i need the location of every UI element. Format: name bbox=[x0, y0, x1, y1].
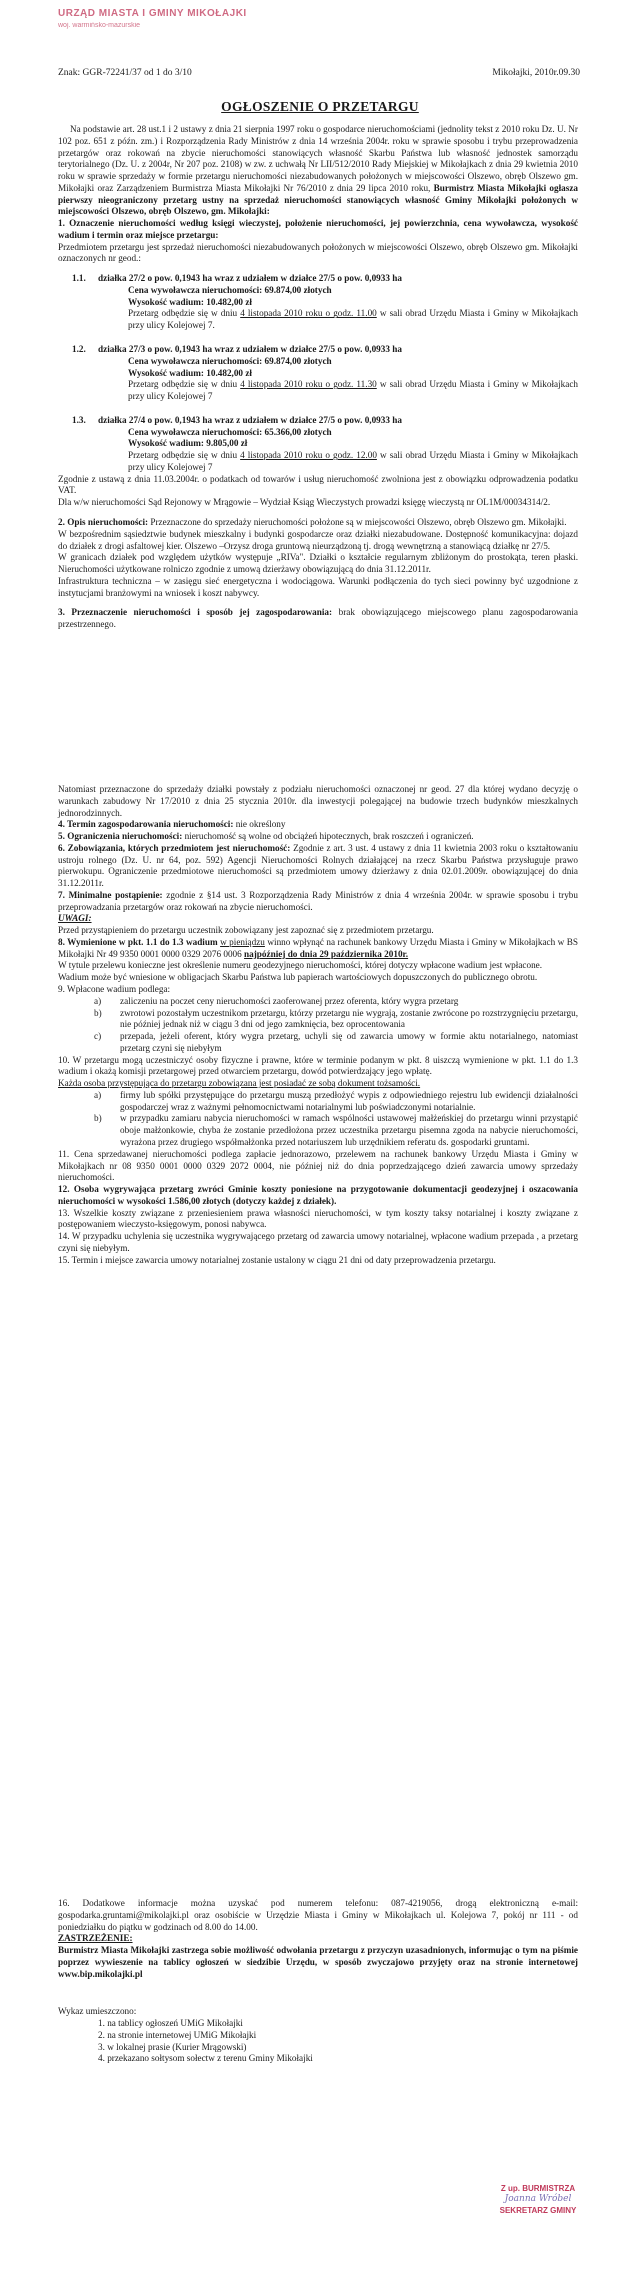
section-8: 8. Wymienione w pkt. 1.1 do 1.3 wadium w pieniądzu winno wpłynąć na rachunek bankowy Urzędu Miasta i Gminy w Mikołajkach w BS Mikołajki Nr 49 9350 0001 0000 0329 2076 0006 najpóźniej do dnia 29 października 2010r. bbox=[58, 936, 579, 959]
signature-stamp: Z up. BURMISTRZA Joanna Wróbel SEKRETARZ GMINY bbox=[478, 2184, 598, 2216]
intro-paragraph: Na podstawie art. 28 ust.1 i 2 ustawy z dnia 21 sierpnia 1997 roku o gospodarce nieruchomościami (jednolity tekst z 2010 roku Dz. U. Nr 102 poz. 651 z późn. zm.) i Rozporządzenia Rady Ministrów z dnia 14 września 2004r. roku w sprawie sposobu i trybu przeprowadzenia przetargów oraz rokowań na zbycie nieruchomości stanowiących własność Skarbu Państwa lub własność jednostek samorządu terytorialnego (Dz. U. z 2004r, Nr 207 poz. 2108) w zw. z uchwałą Nr LII/512/2010 Rady Miejskiej w Mikołajkach z dnia 29 kwietnia 2010 roku w sprawie sprzedaży w formie przetargu nieruchomości niezabudowanych położonych w miejscowości Olszewo, obręb Olszewo gm. Mikołajki oraz Zarządzeniem Burmistrza Miasta Mikołajki Nr 76/2010 z dnia 29 lipca 2010 roku, Burmistrz Miasta Mikołajki ogłasza pierwszy nieograniczony przetarg ustny na sprzedaż nieruchomości stanowiących własność Gminy Mikołajki położonych w miejscowości Olszewo, obręb Olszewo, gm. Mikołajki: bbox=[58, 124, 578, 217]
section-9: 9. Wpłacone wadium podlega: bbox=[58, 984, 171, 995]
section-2: 2. Opis nieruchomości: Przeznaczone do sprzedaży nieruchomości położone są w miejscowości Olszewo, obręb Olszewo gm. Mikołajki. bbox=[58, 516, 567, 527]
signature: Joanna Wróbel bbox=[504, 2194, 572, 2205]
plot-item: 1.3. działka 27/4 o pow. 0,1943 ha wraz z udziałem w działce 27/5 o pow. 0,0933 ha Cena wywoławcza nieruchomości: 65.366,00 złotych Wysokość wadium: 9.805,00 zł Przetarg odbędzie się w dniu 4 listopada 2010 roku o godz. 12.00 w sali obrad Urzędu Miasta i Gminy w Mikołajkach przy ulicy Kolejowej 7 bbox=[72, 414, 579, 472]
list-item: c) przepada, jeżeli oferent, który wygra przetarg, uchyli się od zawarcia umowy w formie aktu notarialnego, natomiast przetarg czyni się niebyłym bbox=[94, 1031, 578, 1053]
list-item: b) w przypadku zamiaru nabycia nieruchomości w ramach wspólności ustawowej małżeńskiej do przetargu winni przystąpić oboje małżonkowie, chyba że zostanie przedłożona przez uczestnika przetargu pisemna zgoda na nabycie nieruchomości, wyrażona przez drugiego współmałżonka przed notariuszem lub urzędnikiem referatu ds. gospodarki gruntami. bbox=[94, 1113, 578, 1147]
plot-item: 1.2. działka 27/3 o pow. 0,1943 ha wraz z udziałem w działce 27/5 o pow. 0,0933 ha Cena wywoławcza nieruchomości: 69.874,00 złotych Wysokość wadium: 10.482,00 zł Przetarg odbędzie się w dniu 4 listopada 2010 roku o godz. 11.30 w sali obrad Urzędu Miasta i Gminy w Mikołajkach przy ulicy Kolejowej 7 bbox=[72, 344, 579, 402]
section-11: 11. Cena sprzedawanej nieruchomości podlega zapłacie jednorazowo, przelewem na rachunek bankowy Urzędu Miasta i Gminy w Mikołajkach nr 08 9350 0001 0000 0329 2072 0004, nie później niż do dnia poprzedzającego dzień zawarcia umowy sprzedaży nieruchomości. bbox=[58, 1148, 578, 1183]
section-16: 16. Dodatkowe informacje można uzyskać pod numerem telefonu: 087-4219056, drogą elektroniczną e-mail: gospodarka.gruntami@mikolajki.pl oraz osobiście w Urzędzie Miasta i Gminy w Mikołajkach ul. Kolejowa 7, pokój nr 111 - od poniedziałku do piątku w godzinach od 8.00 do 14.00. bbox=[58, 1898, 578, 1932]
page-3-body bbox=[58, 1898, 578, 2065]
document-title: OGŁOSZENIE O PRZETARGU bbox=[221, 99, 419, 114]
place-date: Mikołajki, 2010r.09.30 bbox=[492, 68, 580, 78]
section-10: 10. W przetargu mogą uczestniczyć osoby fizyczne i prawne, które w terminie podanym w pkt. 8 uiszczą wymienione w pkt. 1.1 do 1.3 wadium i okażą komisji przetargowej przed otwarciem przetargu, dowód potwierdzający jego wpłatę. bbox=[58, 1054, 578, 1077]
posting-heading: Wykaz umieszczono: bbox=[58, 2006, 137, 2017]
section-4: 4. Termin zagospodarowania nieruchomości: nie określony bbox=[58, 819, 286, 830]
section-6: 6. Zobowiązania, których przedmiotem jest nieruchomość: Zgodnie z art. 3 ust. 4 ustawy z dnia 11 kwietnia 2003 roku o kształtowaniu ustroju rolnego (Dz. U. nr 64, poz. 592) Agencji Nieruchomości Rolnych działającej na rzecz Skarbu Państwa przysługuje prawo pierwokupu. Ograniczenie przedmiotowe nieruchomości są przedmiotem umowy dzierżawy z dnia 02.01.2009r. obowiązującej do dnia 31.12.2011r. bbox=[58, 842, 579, 889]
page-1-body: Na podstawie art. 28 ust.1 i 2 ustawy z dnia 21 sierpnia 1997 roku o gospodarce nieruchomościami (jednolity tekst z 2010 roku Dz. U. Nr 102 poz. 651 z późn. zm.) i Rozporządzenia Rady Ministrów z dnia 14 września 2004r. roku w sprawie sposobu i trybu przeprowadzenia przetargów oraz rokowań na zbycie nieruchomości stanowiących własność Skarbu Państwa lub własność jednostek samorządu terytorialnego (Dz. U. z 2004r, Nr 207 poz. 2108) w zw. z uchwałą Nr LII/512/2010 Rady Miejskiej w Mikołajkach z dnia 29 kwietnia 2010 roku w sprawie sprzedaży w formie przetargu nieruchomości niezabudowanych położonych w miejscowości Olszewo, obręb Olszewo gm. Mikołajki oraz Zarządzeniem Burmistrza Miasta Mikołajki Nr 76/2010 z dnia 29 lipca 2010 roku, Burmistrz Miasta Mikołajki ogłasza pierwszy nieograniczony przetarg ustny na sprzedaż nieruchomości stanowiących własność Gminy Mikołajki położonych w miejscowości Olszewo, obręb Olszewo, gm. Mikołajki: 1. Oznaczenie nieruchomości według księgi wieczystej, położenie nieruchomości, jej powierzchnia, cena wywoławcza, wysokość wadium i termin oraz miejsce przetargu: Przedmiotem przetargu jest sprzedaż nieruchomości niezabudowanych położonych w miejscowości Olszewo, obręb Olszewo gm. Mikołajki oznaczonych nr geod.: 1.1. działka 27/2 o pow. 0,1943 ha wraz z udziałem w działce 27/5 o pow. 0,0933 ha Cena wywoławcza nieruchomości: 69.874,00 złotych Wysokość wadium: 10.482,00 zł Przetarg odbędzie się w dniu 4 listopada 2010 roku o godz. 11.00 w sali obrad Urzędu Miasta i Gminy w Mikołajkach przy ulicy Kolejowej 7. 1.2. działka 27/3 o pow. 0,1943 ha wraz z udziałem w działce 27/5 o pow. 0,0933 ha Cena wywoławcza nieruchomości: 69.874,00 złotych Wysokość wadium: 10.482,00 zł Przetarg odbędzie się w dniu 4 listopada 2010 roku o godz. 11.30 w sali obrad Urzędu Miasta i Gminy w Mikołajkach przy ulicy Kolejowej 7 1.3. działka 27/4 o pow. 0,1943 ha wraz z udziałem w działce 27/5 o pow. 0,0933 ha Cena wywoławcza nieruchomości: 65.366,00 złotych Wysokość wadium: 9.805,00 zł Przetarg odbędzie się w dniu 4 listopada 2010 roku o godz. 12.00 w sali obrad Urzędu Miasta i Gminy w Mikołajkach przy ulicy Kolejowej 7 Zgodnie z ustawą z dnia 11.03.2004r. o podatkach od towarów i usług nieruchomość zwolniona jest z obowiązku odprowadzenia podatku VAT. Dla w/w nieruchomości Sąd Rejonowy w Mrągowie – Wydział Ksiąg Wieczystych prowadzi księgę wieczystą nr OL1M/00034314/2. 2. Opis nieruchomości: Przeznaczone do sprzedaży nieruchomości położone są w miejscowości Olszewo, obręb Olszewo gm. Mikołajki. W bezpośrednim sąsiedztwie budynek mieszkalny i budynki gospodarcze oraz działki niezabudowane. Dostępność komunikacyjna: dojazd do działek z drogi asfaltowej kier. Olszewo –Orzysz droga gruntową nieurządzoną tj. drogą wewnętrzną a stanowiącą działkę nr 27/5. W granicach działek pod względem użytków występuje „RIVa". Działki o kształcie regularnym zbliżonym do prostokąta, teren płaski. Nieruchomości użytkowane rolniczo zgodnie z umową dzierżawy obowiązującą do dnia 31.12.2011r. Infrastruktura techniczna – w zasięgu sieć energetyczna i wodociągowa. Warunki podłączenia do tych sieci powinny być uzgodnione z instytucjami branżowymi na wniosek i koszt nabywcy. 3. Przeznaczenie nieruchomości i sposób jej zagospodarowania: brak obowiązującego miejscowego planu zagospodarowania przestrzennego. bbox=[58, 124, 579, 630]
section-1-heading: 1. Oznaczenie nieruchomości według księgi wieczystej, położenie nieruchomości, jej powierzchnia, cena wywoławcza, wysokość wadium i termin oraz miejsce przetargu: bbox=[58, 218, 578, 240]
decision-paragraph: Natomiast przeznaczone do sprzedaży działki powstały z podziału nieruchomości oznaczonej nr geod. 27 dla której wydano decyzję o warunkach zabudowy Nr 17/2010 z dnia 25 stycznia 2010r. dla inwestycji polegającej na budowie trzech budynków mieszkalnych jednorodzinnych. bbox=[58, 784, 578, 818]
section-14: 14. W przypadku uchylenia się uczestnika wygrywającego przetarg od zawarcia umowy notarialnej, wpłacone wadium przepada , a przetarg czyni się niebyłym. bbox=[58, 1231, 578, 1253]
section-5: 5. Ograniczenia nieruchomości: nieruchomość są wolne od obciążeń hipotecznych, brak roszczeń i ograniczeń. bbox=[58, 831, 474, 842]
section-12: 12. Osoba wygrywająca przetarg zwróci Gminie koszty poniesione na przygotowanie dokumentacji geodezyjnej i oszacowania nieruchomości w wysokości 1.586,00 złotych (dotyczy każdej z działek). bbox=[58, 1184, 578, 1206]
list-item: a) zaliczeniu na poczet ceny nieruchomości zaoferowanej przez oferenta, który wygra przetarg bbox=[94, 995, 459, 1006]
office-stamp: URZĄD MIASTA I GMINY MIKOŁAJKI woj. warmińsko-mazurskie bbox=[58, 8, 247, 29]
section-1-text: Przedmiotem przetargu jest sprzedaż nieruchomości niezabudowanych położonych w miejscowości Olszewo, obręb Olszewo gm. Mikołajki oznaczonych nr geod.: bbox=[58, 241, 578, 264]
section-7: 7. Minimalne postąpienie: zgodnie z §14 ust. 3 Rozporządzenia Rady Ministrów z dnia 4 września 2004r. w sprawie sposobu i trybu przeprowadzania przetargów oraz rokowań na zbycie nieruchomości. bbox=[58, 889, 578, 912]
section-3: 3. Przeznaczenie nieruchomości i sposób jej zagospodarowania: brak obowiązującego miejscowego planu zagospodarowania przestrzennego. bbox=[58, 607, 578, 630]
posting-item: 2. na stronie internetowej UMiG Mikołajki bbox=[98, 2029, 257, 2040]
posting-item: 4. przekazano sołtysom sołectw z terenu Gminy Mikołajki bbox=[98, 2053, 313, 2064]
page-2-body: Natomiast przeznaczone do sprzedaży działki powstały z podziału nieruchomości oznaczonej nr geod. 27 dla której wydano decyzję o warunkach zabudowy Nr 17/2010 z dnia 25 stycznia 2010r. dla inwestycji polegającej na budowie trzech budynków mieszkalnych jednorodzinnych. 4. Termin zagospodarowania nieruchomości: nie określony 5. Ograniczenia nieruchomości: nieruchomość są wolne od obciążeń hipotecznych, brak roszczeń i ograniczeń. 6. Zobowiązania, których przedmiotem jest nieruchomość: Zgodnie z art. 3 ust. 4 ustawy z dnia 11 kwietnia 2003 roku o kształtowaniu ustroju rolnego (Dz. U. nr 64, poz. 592) Agencji Nieruchomości Rolnych działającej na rzecz Skarbu Państwa przysługuje prawo pierwokupu. Ograniczenie przedmiotowe nieruchomości są przedmiotem umowy dzierżawy z dnia 02.01.2009r. obowiązującej do dnia 31.12.2011r. 7. Minimalne postąpienie: zgodnie z §14 ust. 3 Rozporządzenia Rady Ministrów z dnia 4 września 2004r. w sprawie sposobu i trybu przeprowadzania przetargów oraz rokowań na zbycie nieruchomości. UWAGI: Przed przystąpieniem do przetargu uczestnik zobowiązany jest zapoznać się z przedmiotem przetargu. 8. Wymienione w pkt. 1.1 do 1.3 wadium w pieniądzu winno wpłynąć na rachunek bankowy Urzędu Miasta i Gminy w Mikołajkach w BS Mikołajki Nr 49 9350 0001 0000 0329 2076 0006 najpóźniej do dnia 29 października 2010r. W tytule przelewu konieczne jest określenie numeru geodezyjnego nieruchomości, której dotyczy wpłacone wadium jest wpłacone. Wadium może być wniesione w obligacjach Skarbu Państwa lub papierach wartościowych dopuszczonych do publicznego obrotu. 9. Wpłacone wadium podlega: a) zaliczeniu na poczet ceny nieruchomości zaoferowanej przez oferenta, który wygra przetarg b) zwrotowi pozostałym uczestnikom przetargu, którzy przetargu nie wygrają, zostanie zwrócone po rozstrzygnięciu przetargu, nie później jednak niż w ciągu 3 dni od jego zamknięcia, bez oprocentowania c) przepada, jeżeli oferent, który wygra przetarg, uchyli się od zawarcia umowy w formie aktu notarialnego, natomiast przetarg czyni się niebyłym 10. W przetargu mogą uczestniczyć osoby fizyczne i prawne, które w terminie podanym w pkt. 8 uiszczą wymienione w pkt. 1.1 do 1.3 wadium i okażą komisji przetargowej przed otwarciem przetargu, dowód potwierdzający jego wpłatę. Każda osoba przystępująca do przetargu zobowiązana jest posiadać ze sobą dokument tożsamości. a) firmy lub spółki przystępujące do przetargu muszą przedłożyć wypis z odpowiedniego rejestru lub ewidencji działalności gospodarczej wraz z ważnymi pełnomocnictwami notarialnymi lub poświadczonymi notarialnie. b) w przypadku zamiaru nabycia nieruchomości w ramach wspólności ustawowej małżeńskiej do przetargu winni przystąpić oboje małżonkowie, chyba że zostanie przedłożona przez uczestnika przetargu pisemna zgoda na nabycie nieruchomości, wyrażona przez drugiego współmałżonka przed notariuszem lub urzędnikiem referatu ds. gospodarki gruntami. 11. Cena sprzedawanej nieruchomości podlega zapłacie jednorazowo, przelewem na rachunek bankowy Urzędu Miasta i Gminy w Mikołajkach nr 08 9350 0001 0000 0329 2072 0004, nie później niż do dnia poprzedzającego dzień zawarcia umowy sprzedaży nieruchomości. 12. Osoba wygrywająca przetarg zwróci Gminie koszty poniesione na przygotowanie dokumentacji geodezyjnej i oszacowania nieruchomości w wysokości 1.586,00 złotych (dotyczy każdej z działek). 13. Wszelkie koszty związane z przeniesieniem prawa własności nieruchomości, w tym koszty taksy notarialnej i koszty związane z postępowaniem wieczysto-księgowym, ponosi nabywca. 14. W przypadku uchylenia się uczestnika wygrywającego przetarg od zawarcia umowy notarialnej, wpłacone wadium przepada , a przetarg czyni się niebyłym. 15. Termin i miejsce zawarcia umowy notarialnej zostanie ustalony w ciągu 21 dni od daty przeprowadzenia przetargu. bbox=[58, 784, 579, 1265]
notes-heading: UWAGI: bbox=[58, 913, 92, 924]
section-15: 15. Termin i miejsce zawarcia umowy notarialnej zostanie ustalony w ciągu 21 dni od daty przeprowadzenia przetargu. bbox=[58, 1254, 496, 1265]
posting-item: 3. w lokalnej prasie (Kurier Mrągowski) bbox=[98, 2041, 247, 2052]
list-item: a) firmy lub spółki przystępujące do przetargu muszą przedłożyć wypis z odpowiedniego rejestru lub ewidencji działalności gospodarczej wraz z ważnymi pełnomocnictwami notarialnymi lub poświadczonymi notarialnie. bbox=[94, 1089, 578, 1112]
land-register-note: Dla w/w nieruchomości Sąd Rejonowy w Mrągowie – Wydział Ksiąg Wieczystych prowadzi księgę wieczystą nr OL1M/00034314/2. bbox=[58, 497, 551, 508]
list-item: b) zwrotowi pozostałym uczestnikom przetargu, którzy przetargu nie wygrają, zostanie zwrócone po rozstrzygnięciu przetargu, nie później jednak niż w ciągu 3 dni od jego zamknięcia, bez oprocentowania bbox=[94, 1007, 578, 1030]
reservation-text: Burmistrz Miasta Mikołajki zastrzega sobie możliwość odwołania przetargu z przyczyn uzasadnionych, informując o tym na piśmie poprzez wywieszenie na tablicy ogłoszeń w siedzibie Urzędu, w sposób zwyczajowo przyjęty oraz na stronie internetowej www.bip.mikolajki.pl bbox=[58, 1945, 578, 1979]
posting-item: 1. na tablicy ogłoszeń UMiG Mikołajki bbox=[98, 2018, 243, 2029]
vat-note: Zgodnie z ustawą z dnia 11.03.2004r. o podatkach od towarów i usług nieruchomość zwolniona jest z obowiązku odprowadzenia podatku VAT. bbox=[58, 473, 578, 496]
plot-item: 1.1. działka 27/2 o pow. 0,1943 ha wraz z udziałem w działce 27/5 o pow. 0,0933 ha Cena wywoławcza nieruchomości: 69.874,00 złotych Wysokość wadium: 10.482,00 zł Przetarg odbędzie się w dniu 4 listopada 2010 roku o godz. 11.00 w sali obrad Urzędu Miasta i Gminy w Mikołajkach przy ulicy Kolejowej 7. bbox=[72, 273, 579, 331]
reservation-heading: ZASTRZEŻENIE: bbox=[58, 1933, 133, 1944]
section-13: 13. Wszelkie koszty związane z przeniesieniem prawa własności nieruchomości, w tym koszty taksy notarialnej i koszty związane z postępowaniem wieczysto-księgowym, ponosi nabywca. bbox=[58, 1207, 578, 1230]
reference-number: Znak: GGR-72241/37 od 1 do 3/10 bbox=[58, 68, 192, 78]
document-header bbox=[58, 67, 580, 79]
